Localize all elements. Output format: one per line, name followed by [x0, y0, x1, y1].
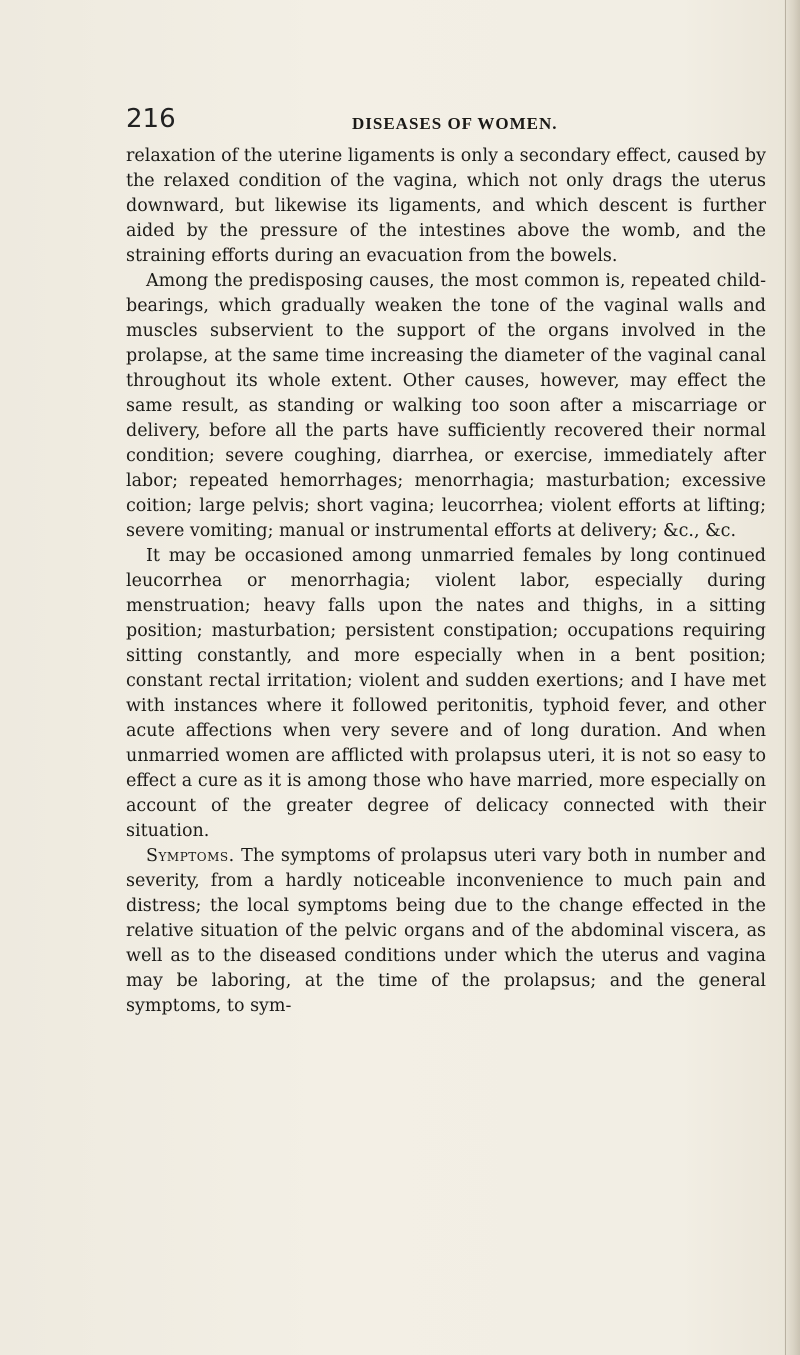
- paragraph-2: Among the predisposing causes, the most common is, repeated child-bearings, which gradually weaken the tone of the vaginal walls and muscles subservient to the support of the organs involved in the prolapse, at the same time increasing the diameter of the vaginal canal throughout its whole extent. Other causes, however, may effect the same result, as standing or walking too soon after a miscarriage or delivery, before all the parts have sufficiently recovered their normal condition; severe coughing, diarrhea, or exercise, immediately after labor; repeated hemorrhages; menorrhagia; masturbation; excessive coition; large pelvis; short vagina; leucorrhea; violent efforts at lifting; severe vomiting; manual or instrumental efforts at delivery; &c., &c.: [126, 271, 766, 541]
- paragraph-1: relaxation of the uterine ligaments is only a secondary effect, caused by the relaxed condition of the vagina, which not only drags the uterus downward, but likewise its ligaments, and which descent is further aided by the pressure of the intestines above the womb, and the straining efforts during an evacuation from the bowels.: [126, 146, 766, 266]
- body-text: [126, 144, 766, 1019]
- page-number: 216: [126, 104, 176, 134]
- paragraph-3: It may be occasioned among unmarried females by long continued leucorrhea or menorrhagia; violent labor, especially during menstruation; heavy falls upon the nates and thighs, in a sitting position; masturbation; persistent constipation; occupations requiring sitting constantly, and more especially when in a bent position; constant rectal irritation; violent and sudden exertions; and I have met with instances where it followed peritonitis, typhoid fever, and other acute affections when very severe and of long duration. And when unmarried women are afflicted with prolapsus uteri, it is not so easy to effect a cure as it is among those who have married, more especially on account of the greater degree of delicacy connected with their situation.: [126, 546, 766, 841]
- page-header: [126, 104, 766, 144]
- paragraph-4: [126, 844, 766, 1019]
- running-head: DISEASES OF WOMEN.: [352, 114, 558, 133]
- section-heading-symptoms: Symptoms.: [146, 846, 235, 866]
- page-edge-line: [785, 0, 786, 1355]
- paragraph-4-text: The symptoms of prolapsus uteri vary both in number and severity, from a hardly noticeable inconvenience to much pain and distress; the local symptoms being due to the change effected in the relative situation of the pelvic organs and of the abdominal viscera, as well as to the diseased conditions under which the uterus and vagina may be laboring, at the time of the prolapsus; and the general symptoms, to sym-: [126, 846, 766, 1016]
- page-edge-shadow: [784, 0, 800, 1355]
